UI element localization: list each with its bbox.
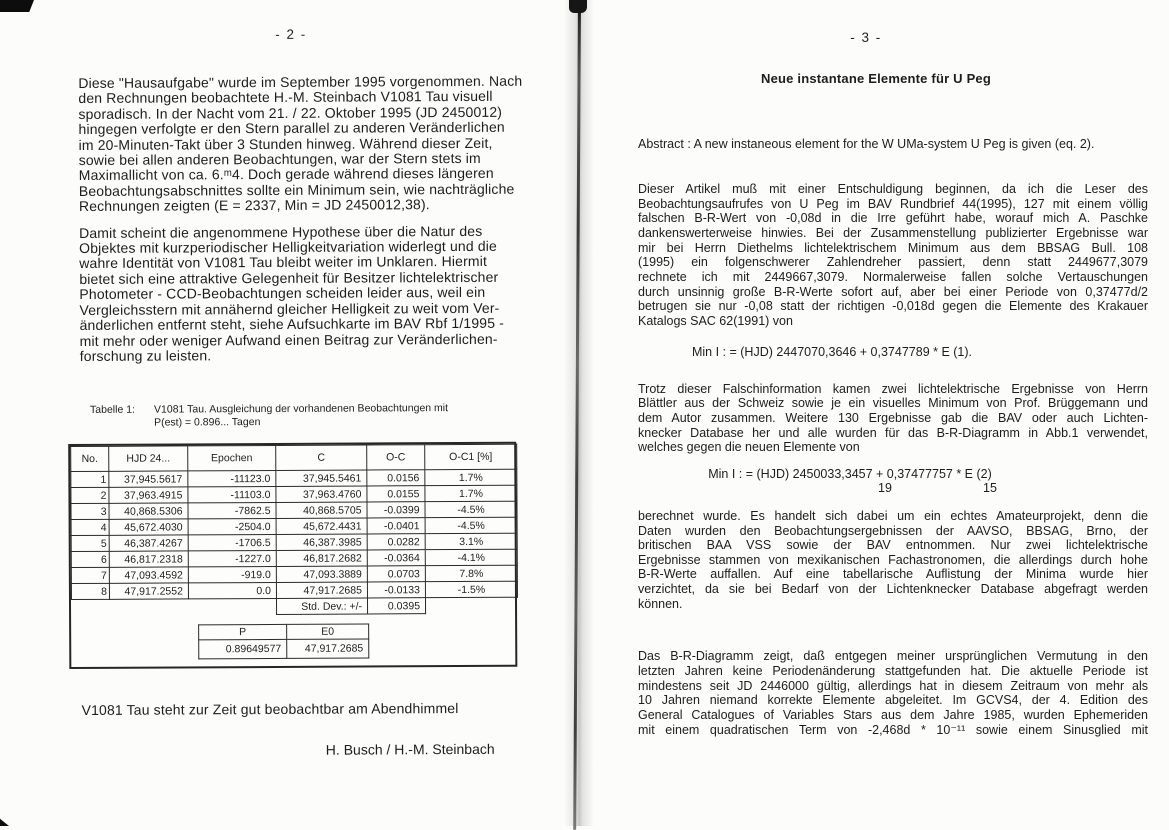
text-line: forschung zu leisten. [79,347,212,364]
table-cell: -4.1% [425,550,517,566]
table-header-cell: No. [71,447,109,472]
text-line: Dieser Artikel muß mit einer Entschuldigung beginnen, da ich die Leser des [638,182,1148,196]
table-cell: 0.0 [188,583,276,599]
text-line: können. [638,596,683,611]
page-left [78,26,544,760]
table-header-cell: HJD 24... [109,446,188,471]
table-cell: 40,868.5705 [276,502,367,518]
equation-2-block [638,467,1148,496]
table-cell: 46,817.2318 [109,551,188,567]
left-paragraph-2 [79,223,542,364]
text-line: im 20-Minuten-Takt über 3 Stunden hinweg. Während dieser Zeit, [78,134,493,153]
text-line: mindestens seit JD 2446000 gültig, allerdings hat in diesem Zeitraum von mehr als [638,678,1148,693]
right-paragraph-1 [638,182,1148,329]
table-header-cell: O-C [367,445,425,470]
text-line: Beobachtungsaufrufes von U Peg im BAV Rundbrief 44(1995), 127 mit einem völlig [638,196,1148,211]
text-line: britischen BAA VSS sowie der BAV entnommen. Nur zwei lichtelektrische [638,538,1148,553]
text-line: Das B-R-Diagramm zeigt, daß entgegen meiner ursprünglichen Vermutung in den [638,649,1148,664]
table-cell: -1227.0 [188,551,276,567]
text-line: General Catalogues of Variables Stars aus dem Jahre 1985, wurden Ephemeriden [638,708,1148,723]
text-line: Katalogs SAC 62(1991) von [638,313,793,328]
text-line: Daten wurden den Beobachtungsergebnissen der AAVSO, BBSAG, Brno, der [638,523,1148,538]
text-line: mit einem quadratischen Term von -2,468d * 10⁻¹¹ sowie einem Sinusglied mit [638,722,1148,737]
table-cell: -11123.0 [188,471,276,487]
scan-artifact-top-left [0,0,34,12]
text-line: V1081 Tau. Ausgleichung der vorhandenen Beobachtungen mit [153,402,449,416]
table-cell: 0.0156 [367,470,425,486]
table-cell: 8 [71,584,109,600]
text-line: dankenswerterweise hinwies. Bei der Zusammenstellung publizierter Ergebnisse war [638,225,1148,240]
table-cell: -0.0399 [367,502,425,518]
table-cell: 7 [71,568,109,584]
table-cell: -4.5% [425,502,517,518]
text-line: verzichtet, da sie bei Bedarf von der Lichtenknecker Database abgefragt werden [638,582,1148,597]
closing-remark: V1081 Tau steht zur Zeit gut beobachtbar am Abendhimmel [81,700,459,719]
abstract-line: Abstract : A new instaneous element for the W UMa-system U Peg is given (eq. 2). [638,137,1095,151]
table-cell: 0.0703 [367,566,425,582]
stddev-label: Std. Dev.: +/- [276,598,367,614]
table-cell: 1.7% [425,486,517,502]
text-line: mir bei Herrn Diethelms lichtelektrischem Minimum aus dem BBSAG Bull. 108 [638,240,1148,255]
table-caption [90,402,542,430]
table-cell: -1.5% [425,582,517,598]
results-table-body [71,470,518,600]
epoch-value: 47,917.2685 [287,639,369,658]
table-cell: 40,868.5306 [109,503,188,519]
stddev-row [71,598,517,616]
results-table [70,444,518,616]
text-line: wahre Identität von V1081 Tau bleibt weiter im Unklaren. Hiermit [79,253,488,272]
table-cell: 46,387.3985 [276,534,367,550]
text-line: hingegen verfolgte er den Stern parallel zu anderen Veränderlichen [78,118,505,138]
table-cell: -1706.5 [188,535,276,551]
table-cell: 37,945.5461 [276,470,367,486]
uncertainty-period: 15 [983,480,997,495]
page-right [638,30,1148,737]
text-line: knecker Database her und alle wurden für das B-R-Diagramm in Abb.1 verwendet, [638,425,1148,440]
table-cell: 0.0155 [367,486,425,502]
results-table-header-row [71,445,517,472]
text-line: rechnete ich mit 2449667,3079. Normalerweise fallen solche Vertauschungen [638,269,1148,284]
table-cell: 2 [71,488,109,504]
table-cell: -0.0133 [367,582,425,598]
table-cell: 3.1% [425,534,517,550]
table-cell: 45,672.4431 [276,518,367,534]
results-table-box [68,442,517,669]
right-paragraph-4 [638,649,1148,737]
text-line: Beobachtungsabschnittes sollte ein Minimum sein, wie nachträgliche [78,180,515,199]
right-paragraph-2 [638,382,1148,455]
text-line: sporadisch. In der Nacht vom 21. / 22. Oktober 1995 (JD 2450012) [78,103,503,122]
table-cell: -2504.0 [188,519,276,535]
elements-subtable [198,624,369,660]
text-line: Rechnungen zeigten (E = 2337, Min = JD 2450012,38). [78,196,430,215]
uncertainty-epoch: 19 [878,480,892,495]
text-line: sowie bei allen anderen Beobachtungen, war der Stern stets im [78,149,481,169]
text-line: Diese "Hausaufgabe" wurde im September 1995 vorgenommen. Nach [78,72,523,91]
table-header-cell: Epochen [188,446,276,471]
text-line: betrugen sie nur -0,08 statt der richtigen -0,018d gegen die Elemente des Krakauer [638,299,1148,314]
equation-1: Min I : = (HJD) 2447070,3646 + 0,3747789 * E (1). [691,344,973,359]
text-line: Maximallicht von ca. 6.ᵐ4. Doch gerade während dieses längeren [78,165,494,184]
equation-2: Min I : = (HJD) 2450033,3457 + 0,37477757 * E (2) [708,466,992,481]
author-signature: H. Busch / H.-M. Steinbach [325,741,495,759]
text-line: (1995) ein folgenschwerer Zahlendreher passiert, denn statt 2449677,3079 [638,255,1148,270]
table-cell: -7862.5 [188,503,276,519]
table-cell: 47,093.3889 [276,566,367,582]
text-line: P(est) = 0.896... Tagen [154,416,261,429]
period-header: P [199,625,287,640]
text-line: welches gegen die neuen Elemente von [638,440,860,455]
table-caption-label: Tabelle 1: [89,404,135,417]
right-paragraph-3 [638,509,1148,612]
scan-artifact-bottom-left [0,818,9,826]
text-line: Photometer - CCD-Beobachtungen scheiden leider aus, weil ein [79,284,486,303]
left-paragraph-1 [78,74,541,215]
text-line: letzten Jahren keine Periodenänderung stattgefunden hat. Die aktuelle Periode ist [638,664,1148,679]
table-cell: -919.0 [188,567,276,583]
stddev-value: 0.0395 [367,598,425,614]
text-line: änderlichen entfernt steht, siehe Aufsuchkarte im BAV Rbf 1/1995 - [79,314,505,334]
text-line: Trotz dieser Falschinformation kamen zwei lichtelektrische Ergebnisse von Herrn [638,381,1148,396]
table-cell: 46,387.4267 [109,535,188,551]
text-line: durch unsinnig große B-R-Werte sofort auf, aber bei einer Periode von 0,37477d/2 [638,284,1148,299]
table-cell: 0.0282 [367,534,425,550]
article-title: Neue instantane Elemente für U Peg [760,71,992,86]
elements-subtable-header-row [199,624,369,640]
table-cell: 1 [71,472,109,488]
page-fold-top-mark [569,0,587,13]
text-line: dem Autor zusammen. Weitere 130 Ergebnisse gab die BAV oder auch Lichten- [638,410,1148,425]
text-line: B-R-Werte auffallen. Auf eine tabellarische Auflistung der Minima wurde hier [638,567,1148,582]
text-line: Damit scheint die angenommene Hypothese über die Natur des [79,222,483,241]
table-cell: 37,963.4760 [276,486,367,502]
text-line: berechnet wurde. Es handelt sich dabei um ein echtes Amateurprojekt, denn die [638,508,1148,523]
text-line: bietet sich eine attraktive Gelegenheit für Besitzer lichtelektrischer [79,268,499,287]
page-fold-line [573,0,581,830]
table-cell: 47,917.2552 [109,583,188,599]
text-line: den Rechnungen beobachtete H.-M. Steinbach V1081 Tau visuell [78,88,493,107]
table-header-cell: C [276,445,367,470]
table-cell: 47,917.2685 [276,582,367,598]
text-line: Objektes mit kurzperiodischer Helligkeitvariation widerlegt und die [79,237,497,257]
table-cell: 37,945.5617 [109,471,188,487]
page-number-left: - 2 - [275,26,307,42]
table-cell: 45,672.4030 [109,519,188,535]
equation-2-uncertainties [638,481,1148,496]
text-line: Vergleichsstern mit annähernd gleicher Helligkeit zu weit vom Ver- [79,299,500,318]
table-header-cell: O-C1 [%] [425,445,517,470]
text-line: 10 Jahren niemand korrekte Elemente abgeleitet. Im GCVS4, der 4. Edition des [638,693,1148,708]
table-cell: -0.0401 [367,518,425,534]
table-cell: 37,963.4915 [109,487,188,503]
table-caption-text [154,402,448,430]
text-line: mit mehr oder weniger Aufwand einen Beitrag zur Veränderlichen- [79,330,498,349]
period-value: 0.89649577 [199,640,287,659]
table-cell: 7.8% [425,566,517,582]
table-cell: -11103.0 [188,487,276,503]
table-cell: 47,093.4592 [109,567,188,583]
table-cell: 4 [71,520,109,536]
epoch-header: E0 [287,624,369,639]
table-cell: -0.0364 [367,550,425,566]
table-cell: 5 [71,536,109,552]
elements-subtable-value-row [199,639,369,659]
text-line: Ergebnisse stammen von mexikanischen Fachastronomen, die allerdings durch hohe [638,552,1148,567]
text-line: Blättler aus der Schweiz sowie je ein visuelles Minimum von Prof. Brüggemann und [638,396,1148,411]
table-cell: 1.7% [425,470,517,486]
table-cell: -4.5% [425,518,517,534]
page-number-right: - 3 - [850,30,882,45]
table-cell: 3 [71,504,109,520]
table-cell: 6 [71,552,109,568]
table-cell: 46,817.2682 [276,550,367,566]
text-line: falschen B-R-Wert von -0,08d in die Irre geführt habe, worauf mich A. Paschke [638,211,1148,226]
